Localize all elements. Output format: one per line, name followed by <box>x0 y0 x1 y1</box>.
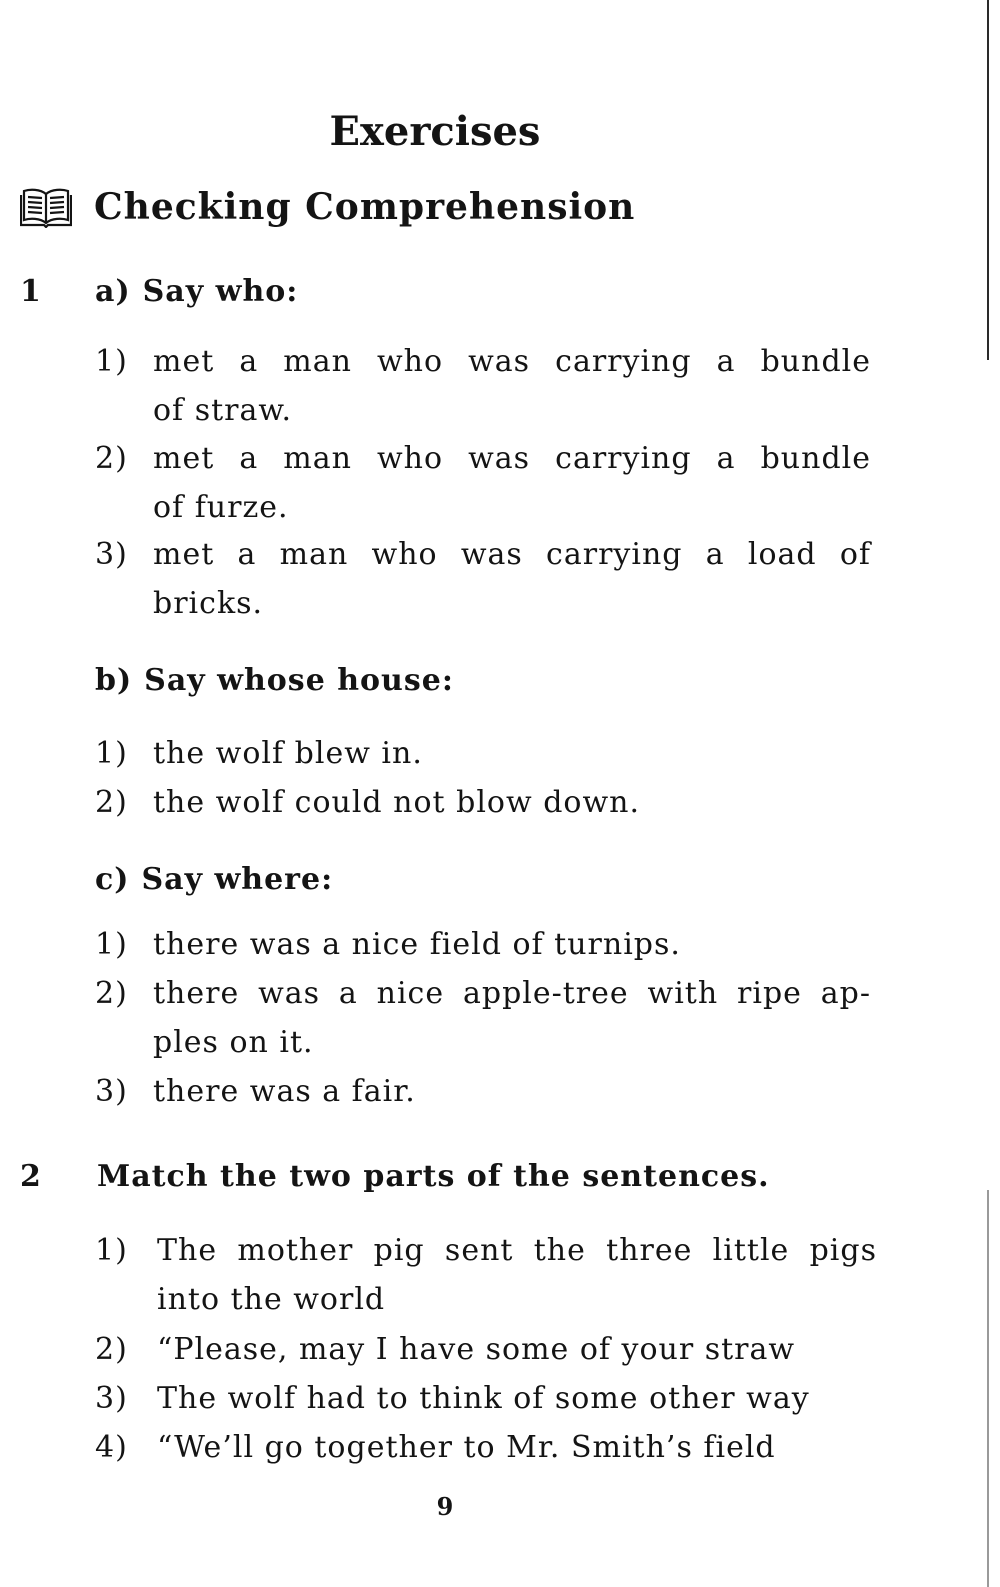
item-number: 3) <box>95 537 128 572</box>
part-label: c) <box>95 862 130 897</box>
part-label: b) <box>95 663 133 698</box>
item-line: into the world <box>157 1282 386 1317</box>
part-label: a) <box>95 274 131 309</box>
item-number: 1) <box>95 344 128 379</box>
item-line: “We’ll go together to Mr. Smith’s field <box>157 1430 776 1465</box>
item-line: of furze. <box>153 490 289 525</box>
item-line: met a man who was carrying a bundle <box>153 441 871 476</box>
open-book-icon <box>20 186 72 228</box>
item-line: there was a nice apple-tree with ripe ap- <box>153 976 871 1011</box>
part-heading <box>95 663 454 698</box>
item-line: there was a fair. <box>153 1074 416 1109</box>
item-line: The wolf had to think of some other way <box>157 1381 810 1416</box>
item-line: there was a nice field of turnips. <box>153 927 681 962</box>
page-title: Exercises <box>329 108 541 155</box>
exercise-number: 1 <box>20 274 41 309</box>
item-line: the wolf blew in. <box>153 736 423 771</box>
page-edge <box>987 0 989 360</box>
item-number: 1) <box>95 1233 128 1268</box>
item-number: 4) <box>95 1430 128 1465</box>
item-line: The mother pig sent the three little pigs <box>157 1233 877 1268</box>
item-number: 1) <box>95 927 128 962</box>
part-prompt: Say where: <box>141 862 334 897</box>
item-line: met a man who was carrying a bundle <box>153 344 871 379</box>
item-number: 1) <box>95 736 128 771</box>
item-number: 2) <box>95 976 128 1011</box>
part-heading <box>95 274 298 309</box>
item-line: “Please, may I have some of your straw <box>157 1332 796 1367</box>
item-number: 2) <box>95 441 128 476</box>
exercise-number: 2 <box>20 1159 41 1194</box>
item-line: met a man who was carrying a load of <box>153 537 871 572</box>
item-line: bricks. <box>153 586 264 621</box>
item-number: 2) <box>95 1332 128 1367</box>
item-number: 3) <box>95 1074 128 1109</box>
item-line: ples on it. <box>153 1025 314 1060</box>
section-header <box>20 186 635 228</box>
exercise-prompt: Match the two parts of the sentences. <box>97 1159 770 1194</box>
part-prompt: Say who: <box>142 274 299 309</box>
page-edge-lower <box>987 1190 989 1587</box>
item-number: 3) <box>95 1381 128 1416</box>
item-line: the wolf could not blow down. <box>153 785 641 820</box>
item-line: of straw. <box>153 393 293 428</box>
part-prompt: Say whose house: <box>144 663 454 698</box>
section-title: Checking Comprehension <box>94 186 636 228</box>
item-number: 2) <box>95 785 128 820</box>
page-number: 9 <box>436 1492 454 1521</box>
part-heading <box>95 862 333 897</box>
